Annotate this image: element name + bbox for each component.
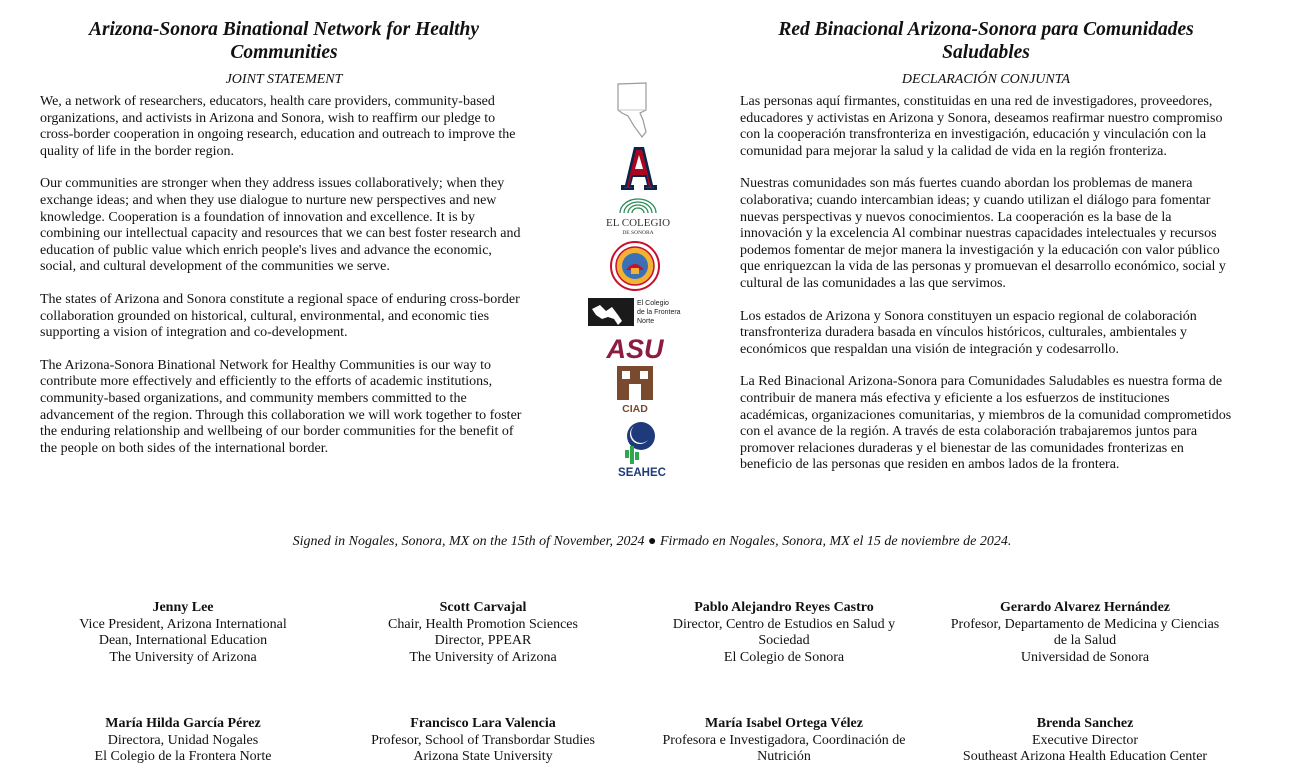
svg-text:Norte: Norte — [637, 318, 655, 325]
signatory-name: María Isabel Ortega Vélez — [705, 716, 863, 731]
english-title: Arizona-Sonora Binational Network for Healthy Communities — [88, 19, 480, 63]
signatory-line: Profesor, Departamento de Medicina y Ciencias de la Salud — [950, 616, 1220, 649]
spanish-subtitle: DECLARACIÓN CONJUNTA — [901, 72, 1071, 87]
signatory-line: Chair, Health Promotion Sciences — [388, 616, 578, 632]
arizona-sonora-map-icon — [588, 80, 688, 140]
signatory-line: The University of Arizona — [409, 649, 557, 665]
spanish-paragraph: La Red Binacional Arizona-Sonora para Comunidades Saludables es nuestra forma de contribuir de manera más efectiva y eficiente a los esfuerzos de instituciones académicas, organizaciones comunitarias, y miembros de la comunidad comprometidos con el avance de la región. A través de esta colaboración trabajaremos juntos para promover relaciones duraderas y el bienestar de las comunidades fronterizas en beneficio de las personas que residen en ambos lados de la frontera. — [740, 374, 1232, 473]
signatory-line: Arizona State University — [413, 749, 553, 765]
signatory-line: Vice President, Arizona International — [79, 616, 287, 632]
signatory-line: Dean, International Education — [98, 633, 268, 649]
svg-text:de la Frontera: de la Frontera — [637, 309, 681, 316]
signatory-line: Director, PPEAR — [434, 633, 532, 649]
ciad-logo — [588, 364, 688, 414]
seahec-logo — [588, 420, 688, 480]
signatory-line: Southeast Arizona Health Education Center — [962, 749, 1208, 765]
english-paragraph: We, a network of researchers, educators, health care providers, community-based organizations, and activists in Arizona and Sonora, wish to reaffirm our pledge to cross-border cooperation in ongoing research, education and outreach to improve the quality of life in the border region. — [40, 94, 516, 159]
signatory-line: Profesor, School of Transbordar Studies — [371, 732, 595, 748]
spanish-paragraph: Nuestras comunidades son más fuertes cuando abordan los problemas de manera colaborativa; cuando intercambian ideas; y cuando utilizan el diálogo para fomentar nuevas perspectivas y nuevos conocimientos. La cooperación es la base de la innovación y la excelencia Al combinar nuestras capacidades intelectuales y recursos podemos fomentar de mejor manera la investigación y la educación con valor público que enriquezcan la vida de las personas y promuevan el desarrollo económico, social y cultural de las comunidades a las que servimos. — [740, 176, 1226, 291]
signatory-block — [638, 600, 930, 666]
signatory-line: Director, Centro de Estudios en Salud y Sociedad — [672, 616, 896, 649]
spanish-paragraph: Las personas aquí firmantes, constituidas en una red de investigadores, proveedores, educadores y activistas en Arizona y Sonora, deseamos reafirmar nuestro compromiso con la cooperación transfronteriza en investigación, educación y vinculación con la comunidad para mejorar la salud y la calidad de vida en la región fronteriza. — [740, 94, 1223, 159]
english-paragraph: The Arizona-Sonora Binational Network for Healthy Communities is our way to contribute more effectively and efficiently to the efforts of academic institutions, community-based organizations, and community members committed to the advancement of the region. Through this collaboration we will work together to foster the enduring relationship and wellbeing of our border communities for the benefit of the people on both sides of the international border. — [40, 357, 522, 456]
english-paragraph: Our communities are stronger when they address issues collaboratively; when they exchange ideas; and when they use dialogue to nurture new perspectives and new knowledge. Cooperation is a foundation of innovation and excellence. It is by combining our intellectual capacity and resources that we can best foster research and education of public value which enrich people's lives and advance the economic, social, and cultural development of the communities we serve. — [40, 176, 521, 275]
signatory-name: Gerardo Alvarez Hernández — [999, 600, 1171, 615]
signing-statement: Signed in Nogales, Sonora, MX on the 15th of November, 2024 ● Firmado en Nogales, Sonora, MX el 15 de noviembre de 2024. — [292, 534, 1012, 549]
signatory-block — [38, 716, 328, 766]
el-colegio-de-sonora-logo — [588, 193, 688, 239]
english-subtitle: JOINT STATEMENT — [225, 72, 343, 87]
el-colegio-de-sonora-logo-subtext: DE SONORA — [622, 230, 654, 236]
seahec-logo-text: SEAHEC — [618, 467, 666, 479]
english-paragraph: The states of Arizona and Sonora constitute a regional space of enduring cross-border collaboration grounded on historical, cultural, environmental, and economic ties supporting a vision of integration and co-development. — [40, 291, 520, 341]
signatory-line: Universidad de Sonora — [1020, 649, 1150, 665]
asu-logo-text: ASU — [606, 334, 664, 362]
el-colegio-de-sonora-logo-text: EL COLEGIO — [605, 217, 671, 229]
spanish-title: Red Binacional Arizona-Sonora para Comunidades Saludables — [778, 19, 1194, 63]
signatory-name: Brenda Sanchez — [1036, 716, 1134, 731]
spanish-column — [740, 18, 1232, 490]
signatory-block — [940, 600, 1230, 666]
signatory-block — [338, 716, 628, 766]
signatory-line: The University of Arizona — [109, 649, 257, 665]
asu-logo — [588, 332, 688, 362]
svg-text:El Colegio: El Colegio — [637, 300, 669, 307]
signatory-name: Pablo Alejandro Reyes Castro — [694, 600, 874, 615]
el-colegio-de-la-frontera-norte-logo — [588, 295, 688, 331]
signatory-line: El Colegio de Sonora — [723, 649, 845, 665]
signatory-block — [338, 600, 628, 666]
spanish-paragraph: Los estados de Arizona y Sonora constituyen un espacio regional de colaboración transfronteriza duradera basada en vínculos históricos, culturales, ambientales y económicos que respaldan una visión de integración y codesarrollo. — [740, 308, 1197, 357]
signatory-line: Directora, Unidad Nogales — [107, 732, 259, 748]
university-of-arizona-logo — [588, 143, 688, 193]
signatory-name: Jenny Lee — [152, 600, 214, 615]
ciad-logo-text: CIAD — [622, 403, 648, 414]
signatory-name: María Hilda García Pérez — [105, 716, 261, 731]
signatory-block — [940, 716, 1230, 766]
signatory-name: Francisco Lara Valencia — [410, 716, 556, 731]
english-column — [40, 18, 528, 473]
signatory-line: El Colegio de la Frontera Norte — [94, 749, 272, 765]
signatory-name: Scott Carvajal — [439, 600, 527, 615]
signatory-line: Executive Director — [1031, 732, 1139, 748]
universidad-de-sonora-seal — [588, 240, 688, 292]
signatory-block — [638, 716, 930, 766]
signatory-block — [38, 600, 328, 666]
signatory-line: Profesora e Investigadora, Coordinación de Nutrición — [662, 732, 906, 765]
